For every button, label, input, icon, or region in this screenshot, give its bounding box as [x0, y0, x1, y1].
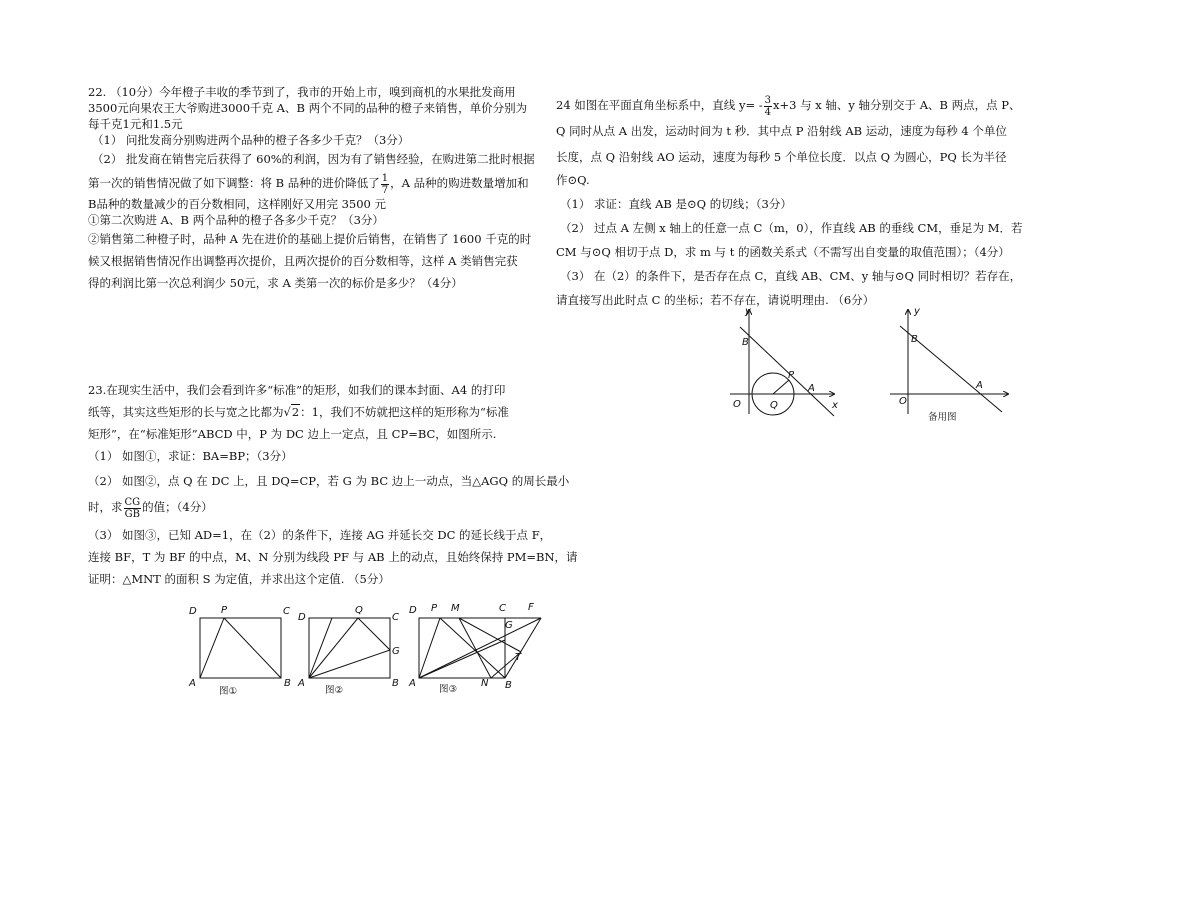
spare-label-o: O: [899, 396, 907, 407]
fig2-label-b: B: [392, 678, 399, 689]
q22-line-5: （2） 批发商在销售完后获得了 60%的利润，因为有了销售经验，在购进第二批时根据: [92, 152, 535, 166]
fig1-label-c: C: [283, 606, 290, 617]
fig3-label-d: D: [409, 605, 417, 616]
fig1-line-pb: [224, 618, 281, 678]
main-label-b: B: [742, 337, 749, 348]
q24-line-5: （1） 求证：直线 AB 是⊙Q 的切线；（3分）: [560, 197, 792, 211]
fig2-line-ag: [309, 650, 390, 678]
q23-line-3: 矩形”，在“标准矩形”ABCD 中，P 为 DC 边上一定点，且 CP=BC，如图所示.: [88, 427, 497, 441]
q22-line-2: 3500元向果农王大爷购进3000千克 A、B 两个不同的品种的橙子来销售，单价分别为: [88, 101, 528, 115]
spare-caption: 备用图: [928, 412, 957, 423]
main-label-q: Q: [770, 400, 778, 411]
q23-line-4: （1） 如图①，求证：BA=BP；（3分）: [88, 449, 293, 463]
question-24: [556, 92, 1023, 312]
fig3-label-t: T: [515, 652, 522, 663]
q24-line-9: 请直接写出此时点 C 的坐标；若不存在，请说明理由. （6分）: [556, 293, 875, 307]
fig3-label-b: B: [505, 680, 512, 691]
q22-line-6-post: ，A 品种的购进数量增加和: [390, 176, 529, 190]
q24-line-8: （3） 在（2）的条件下，是否存在点 C，直线 AB、CM、y 轴与⊙Q 同时相切？若存在，: [560, 269, 1022, 283]
q24-line-1: 24 如图在平面直角坐标系中，直线 y= - $\frac{3}{4}$ x+3 与 x 轴、y 轴分别交于 A、B 两点，点 P、: [556, 94, 1021, 118]
fig3-line-pb: [440, 618, 505, 678]
main-label-x: x: [832, 400, 838, 411]
q23-line-2: 纸等，其实这些矩形的长与宽之比都为√2：1，我们不妨就把这样的矩形称为“标准: [88, 401, 548, 423]
fig3-caption: 图③: [439, 684, 458, 695]
fig1-line-ap: [200, 618, 224, 678]
fig3-line-ag: [419, 640, 505, 678]
main-label-o: O: [733, 399, 741, 410]
fig3-label-m: M: [451, 603, 460, 614]
q22-line-10: 候又根据销售情况作出调整再次提价，且两次提价的百分数相等，这样 A 类销售完获: [88, 254, 518, 268]
question-22: [88, 84, 548, 294]
q22-line-4: （1） 问批发商分别购进两个品种的橙子各多少千克？（3分）: [92, 133, 410, 147]
q23-line-6: 时，求 $\frac{CG}{GB}$ 的值；（4分）: [88, 496, 213, 520]
fig2-caption: 图②: [325, 685, 344, 696]
spare-label-y: y: [914, 306, 920, 317]
q24-line-3: 长度，点 Q 沿射线 AO 运动，速度为每秒 5 个单位长度．以点 Q 为圆心，PQ 长为半径: [556, 150, 1007, 164]
fig1-label-b: B: [284, 678, 291, 689]
main-label-p: P: [788, 370, 795, 381]
fig2-label-c: C: [392, 612, 399, 623]
fig2-line-aq: [309, 618, 358, 678]
q22-line-8: ①第二次购进 A、B 两个品种的橙子各多少千克？（3分）: [88, 213, 384, 227]
q24-line-2: Q 同时从点 A 出发，运动时间为 t 秒．其中点 P 沿射线 AB 运动，速度为每秒 4 个单位: [556, 124, 1007, 138]
fig3-label-g: G: [505, 620, 513, 631]
main-label-a: A: [808, 383, 815, 394]
q22-fraction: $\frac{1}{7}$: [381, 172, 389, 196]
q23-line-5: （2） 如图②，点 Q 在 DC 上，且 DQ=CP，若 G 为 BC 边上一动点，当△AGQ 的周长最小: [88, 474, 570, 488]
q23-line-1: 23.在现实生活中，我们会看到许多“标准”的矩形，如我们的课本封面、A4 的打印: [88, 383, 506, 397]
segment-pq: [773, 380, 789, 394]
fig3-rectangle: [419, 618, 505, 678]
q22-line-3: 每千克1元和1.5元: [88, 117, 183, 131]
q22-line-7: B品种的数量减少的百分数相同，这样刚好又用完 3500 元: [88, 197, 387, 211]
fig2-line-qg: [358, 618, 390, 650]
q22-line-6-pre: 第一次的销售情况做了如下调整：将 B 品种的进价降低了: [88, 176, 380, 190]
q22-line-11: 得的利润比第一次总利润少 50元，求 A 类第一次的标价是多少？（4分）: [88, 276, 463, 290]
q23-line-8: 连接 BF，T 为 BF 的中点，M、N 分别为线段 PF 与 AB 上的动点，且始终保持 PM=BN，请: [88, 550, 578, 564]
q22-line-9: ②销售第二种橙子时，品种 A 先在进价的基础上提价后销售，在销售了 1600 千克的时: [88, 232, 532, 246]
fig2-label-a: A: [298, 678, 305, 689]
q22-line-1: 22. （10分）今年橙子丰收的季节到了，我市的开始上市，嗅到商机的水果批发商用: [88, 85, 516, 99]
q22-line-6: [88, 170, 548, 196]
q24-line-4: 作⊙Q.: [556, 173, 590, 187]
main-label-y: y: [745, 306, 751, 317]
q23-line-7: （3） 如图③，已知 AD=1，在（2）的条件下，连接 AG 并延长交 DC 的延长线于点 F，: [88, 528, 552, 542]
fig3-label-p: P: [431, 603, 438, 614]
fig1-label-a: A: [189, 678, 196, 689]
q23-figures: [185, 600, 545, 695]
q24-fraction: $\frac{3}{4}$: [764, 94, 771, 118]
fig2-label-d: D: [298, 612, 306, 623]
fig1-label-d: D: [189, 606, 197, 617]
q23-fraction: $\frac{CG}{GB}$: [124, 496, 141, 520]
q23-line-9: 证明：△MNT 的面积 S 为定值，并求出这个定值. （5分）: [88, 572, 390, 586]
fig1-caption: 图①: [219, 686, 238, 697]
fig2-label-g: G: [392, 646, 400, 657]
q23-sqrt: √2: [283, 405, 300, 419]
fig1-label-p: P: [221, 605, 228, 616]
fig2-label-q: Q: [355, 605, 363, 616]
fig3-label-c: C: [499, 603, 506, 614]
spare-label-a: A: [976, 380, 983, 391]
q24-figures: [712, 302, 1022, 422]
fig2-line-ap: [309, 618, 332, 678]
question-23: [88, 379, 578, 590]
q24-line-7: CM 与⊙Q 相切于点 D，求 m 与 t 的函数关系式（不需写出自变量的取值范围）；（4分）: [556, 245, 1010, 259]
q24-line-6: （2） 过点 A 左侧 x 轴上的任意一点 C（m，0），作直线 AB 的垂线 CM，垂足为 M．若: [560, 221, 1023, 235]
spare-label-b: B: [911, 334, 918, 345]
fig2-rectangle: [309, 618, 390, 678]
fig3-label-n: N: [481, 678, 489, 689]
fig3-label-f: F: [528, 602, 534, 613]
fig3-label-a: A: [409, 678, 416, 689]
